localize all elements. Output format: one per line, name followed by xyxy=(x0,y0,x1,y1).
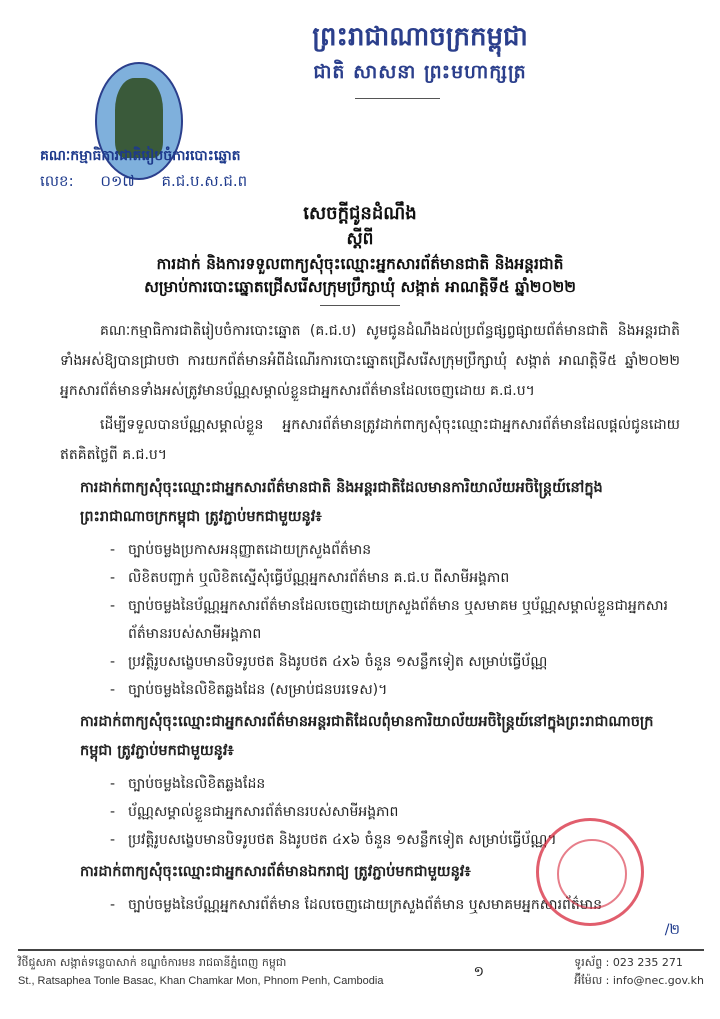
list-item: - ច្បាប់ចម្លងនៃប័ណ្ណអ្នកសារព័ត៌មាន ដែលចេញដោយក្រសួងព័ត៌មាន ឬសមាគមអ្នកសារព័ត៌មាន xyxy=(128,891,680,919)
footer-address xyxy=(18,954,383,990)
list-item: - ប្រវត្តិរូបសង្ខេបមានបិទរូបថត និងរូបថត ៤x៦ ចំនួន ១សន្លឹកទៀត សម្រាប់ធ្វើប័ណ្ណ។ xyxy=(128,826,680,854)
footer-phone: ទូរស័ព្ទ : 023 235 271 xyxy=(574,956,683,969)
page-number: ១ xyxy=(473,964,485,980)
section-heading: ការដាក់ពាក្យសុំចុះឈ្មោះជាអ្នកសារព័ត៌មានជាតិ និងអន្តរជាតិដែលមានការិយាល័យអចិន្ត្រៃយ៍នៅក្នុងព្រះរាជាណាចក្រកម្ពុជា ត្រូវភ្ជាប់មកជាមួយនូវ៖ xyxy=(80,480,603,525)
section-heading: ការដាក់ពាក្យសុំចុះឈ្មោះជាអ្នកសារព័ត៌មានអន្តរជាតិដែលពុំមានការិយាល័យអចិន្ត្រៃយ៍នៅក្នុងព្រះរាជាណាចក្រកម្ពុជា ត្រូវភ្ជាប់មកជាមួយនូវ៖ xyxy=(80,714,654,759)
paragraph-intro: គណៈកម្មាធិការជាតិរៀបចំការបោះឆ្នោត (គ.ជ.ប) សូមជូនដំណឹងដល់ប្រព័ន្ធផ្សព្វផ្សាយព័ត៌មានជាតិ និងអន្តរជាតិទាំងអស់ឱ្យបានជ្រាបថា ការយកព័ត៌មានអំពីដំណើរការបោះឆ្នោតជ្រើសរើសក្រុមប្រឹក្សាឃុំ សង្កាត់ អាណត្តិទី៥ ឆ្នាំ២០២២ អ្នកសារព័ត៌មានទាំងអស់ត្រូវមានប័ណ្ណសម្គាល់ខ្លួនជាអ្នកសារព័ត៌មានដែលចេញដោយ គ.ជ.ប។ xyxy=(60,323,680,399)
ornament-divider xyxy=(320,305,400,306)
paragraph-requirement: ដើម្បីទទួលបានប័ណ្ណសម្គាល់ខ្លួន អ្នកសារព័ត៌មានត្រូវដាក់ពាក្យសុំចុះឈ្មោះជាអ្នកសារព័ត៌មានដែលផ្តល់ជូនដោយឥតគិតថ្លៃពី គ.ជ.ប។ xyxy=(60,417,680,463)
list-item: - ប្រវត្តិរូបសង្ខេបមានបិទរូបថត និងរូបថត ៤x៦ ចំនួន ១សន្លឹកទៀត សម្រាប់ធ្វើប័ណ្ណ xyxy=(128,648,680,676)
list-item: - ច្បាប់ចម្លងនៃលិខិតឆ្លងដែន xyxy=(128,770,680,798)
doc-subject-line1: ការដាក់ និងការទទួលពាក្យសុំចុះឈ្មោះអ្នកសារព័ត៌មានជាតិ និងអន្តរជាតិ xyxy=(156,254,564,273)
doc-subject-line2: សម្រាប់ការបោះឆ្នោតជ្រើសរើសក្រុមប្រឹក្សាឃុំ សង្កាត់ អាណត្តិទី៥ ឆ្នាំ២០២២ xyxy=(144,277,576,296)
list-item: - លិខិតបញ្ជាក់ ឬលិខិតស្នើសុំធ្វើប័ណ្ណអ្នកសារព័ត៌មាន គ.ជ.ប ពីសាមីអង្គភាព xyxy=(128,564,680,592)
ref-code: គ.ជ.ប.ស.ជ.ព xyxy=(161,172,248,190)
doc-title: សេចក្តីជូនដំណឹង xyxy=(303,203,417,224)
section-heading: ការដាក់ពាក្យសុំចុះឈ្មោះជាអ្នកសារព័ត៌មានឯករាជ្យ ត្រូវភ្ជាប់មកជាមួយនូវ៖ xyxy=(80,864,471,880)
footer-contact xyxy=(574,954,704,990)
organization-name: គណៈកម្មាធិការជាតិរៀបចំការបោះឆ្នោត xyxy=(40,148,241,164)
footer xyxy=(18,949,704,996)
footer-email: អ៊ីម៉ែល : info@nec.gov.kh xyxy=(574,974,704,987)
ref-label: លេខ: xyxy=(40,172,74,190)
list-item: - ច្បាប់ចម្លងនៃលិខិតឆ្លងដែន (សម្រាប់ជនបរទេស)។ xyxy=(128,676,680,704)
continued-page-mark: /២ xyxy=(664,922,680,938)
ref-number: ០១៧ xyxy=(100,172,135,190)
footer-address-en: St., Ratsaphea Tonle Basac, Khan Chamkar Mon, Phnom Penh, Cambodia xyxy=(18,975,384,987)
list-item: - ច្បាប់ចម្លងប្រកាសអនុញ្ញាតដោយក្រសួងព័ត៌មាន xyxy=(128,536,680,564)
kingdom-heading: ព្រះរាជាណាចក្រកម្ពុជា xyxy=(312,22,528,52)
national-motto: ជាតិ សាសនា ព្រះមហាក្សត្រ xyxy=(313,61,527,83)
footer-address-kh: វិថីជួសភា សង្កាត់ទន្លេបាសាក់ ខណ្ឌចំការមន រាជធានីភ្នំពេញ កម្ពុជា xyxy=(18,956,287,969)
list-item: - ប័ណ្ណសម្គាល់ខ្លួនជាអ្នកសារព័ត៌មានរបស់សាមីអង្គភាព xyxy=(128,798,680,826)
doc-subtitle: ស្តីពី xyxy=(346,229,374,249)
list-item: - ច្បាប់ចម្លងនៃប័ណ្ណអ្នកសារព័ត៌មានដែលចេញដោយក្រសួងព័ត៌មាន ឬសមាគម ឬប័ណ្ណសម្គាល់ខ្លួនជាអ្នកសារព័ត៌មានរបស់សាមីអង្គភាព xyxy=(128,592,680,648)
